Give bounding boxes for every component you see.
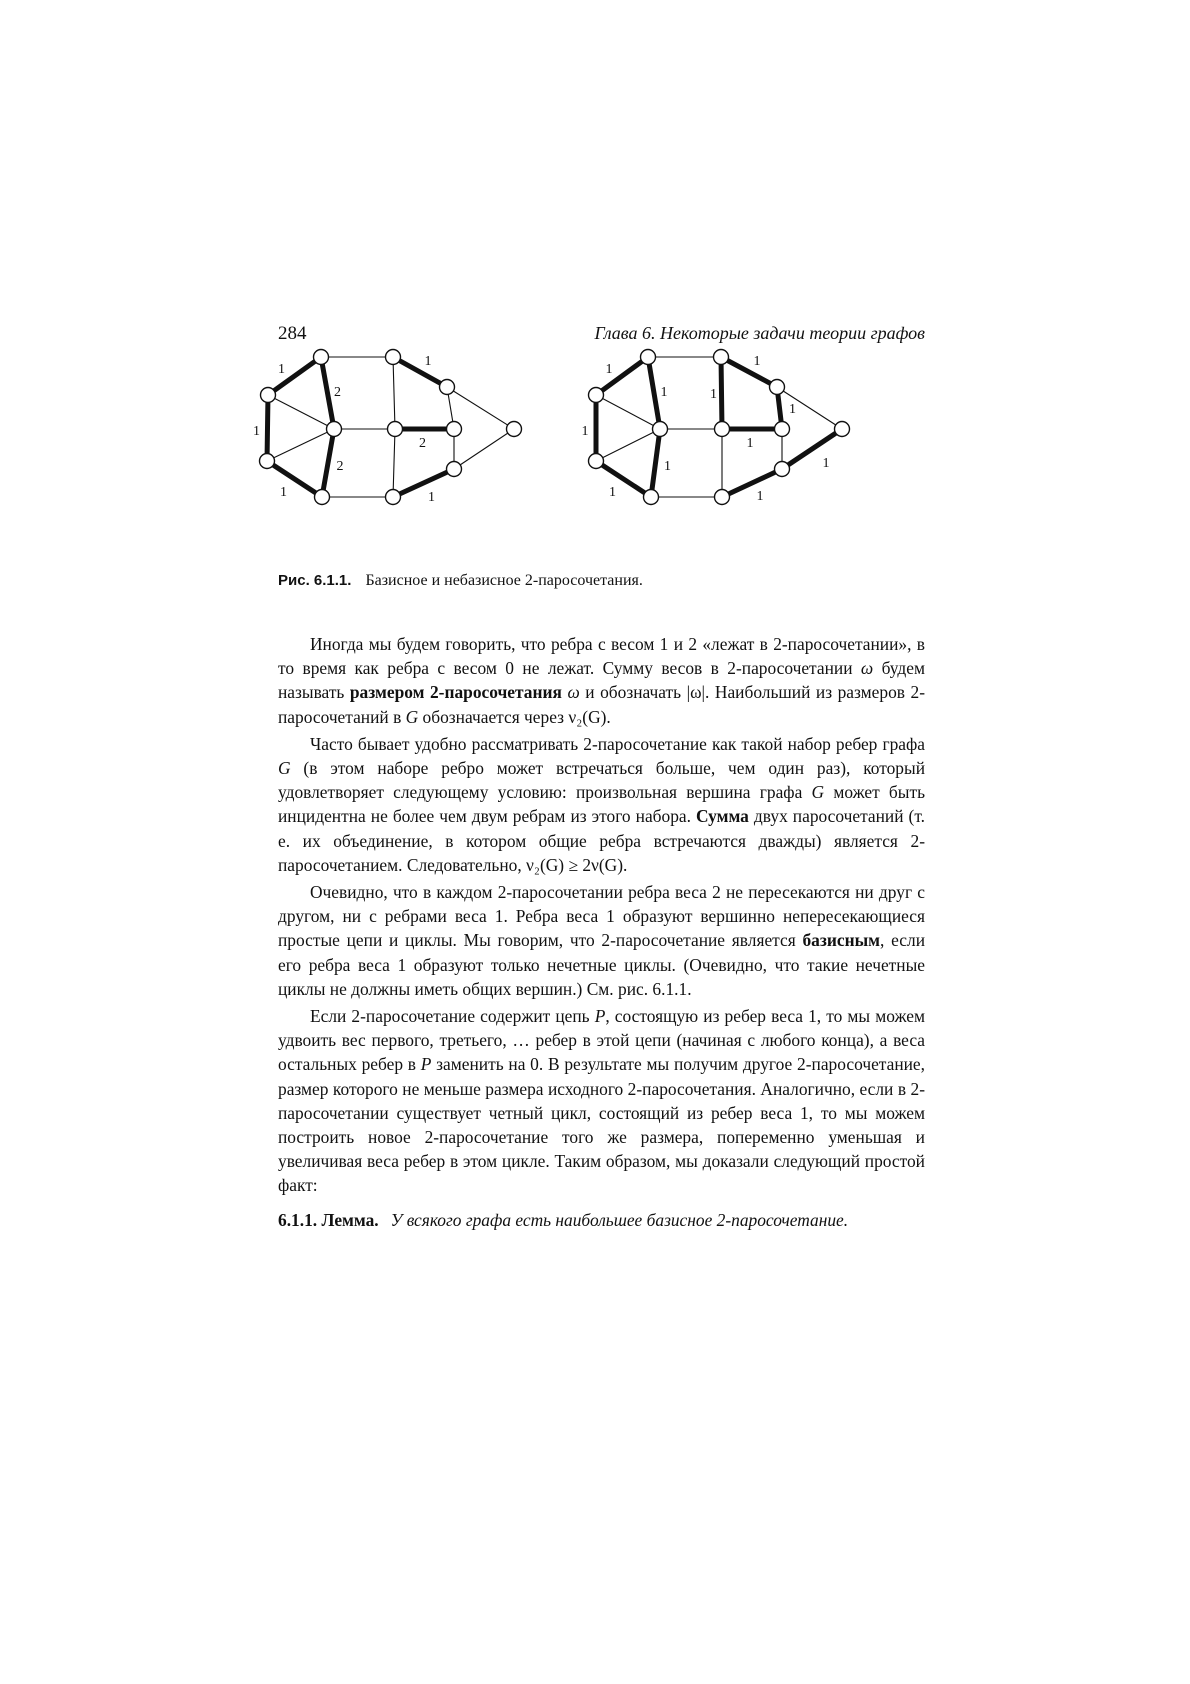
right-graph-vertex	[641, 350, 656, 365]
right-graph-weight-label: 1	[753, 354, 761, 369]
right-graph-vertex	[775, 462, 790, 477]
lemma	[278, 1208, 925, 1232]
right-graph-vertex	[644, 490, 659, 505]
text-run: может быть инцидентна не более чем двум ребрам из этого набора.	[278, 782, 925, 827]
right-graph-bold-edge	[721, 357, 777, 387]
left-graph-vertex	[388, 422, 403, 437]
right-graph-vertex	[770, 380, 785, 395]
left-graph-edge	[268, 395, 334, 429]
term-sum: Сумма	[696, 806, 749, 827]
text-run: , состоящую из ребер веса 1, то мы можем удвоить вес первого, третьего, … ребер в этой цепи (начиная с любого конца), а веса остальных ребер в	[278, 1006, 925, 1075]
right-graph-bold-edge	[648, 357, 660, 429]
left-graph-weight-label: 2	[334, 385, 341, 400]
lemma-statement: У всякого графа есть наибольшее базисное 2-паросочетание.	[390, 1209, 849, 1230]
right-graph-vertex	[589, 388, 604, 403]
left-graph-bold-edge	[321, 357, 334, 429]
lemma-title: 6.1.1. Лемма.	[278, 1209, 379, 1230]
term-basic: базисным	[802, 930, 881, 951]
left-graph-weight-label: 2	[336, 459, 344, 474]
left-graph-weight-label: 1	[428, 490, 435, 505]
left-graph-bold-edge	[322, 429, 334, 497]
left-graph-vertex	[447, 422, 462, 437]
right-graph-bold-edge	[722, 469, 782, 497]
right-graph-vertex	[653, 422, 668, 437]
left-graph-bold-edge	[267, 395, 268, 461]
right-graph-vertex	[775, 422, 790, 437]
text-run: , если его ребра веса 1 образуют только нечетные циклы. (Очевидно, что такие нечетные циклы не должны иметь общих вершин.) См. рис. 6.1.1.	[278, 930, 925, 999]
right-graph-edge	[596, 395, 660, 429]
text-run: и обозначать |ω|. Наибольший из размеров 2-паросочетаний в	[278, 682, 925, 727]
text-run: Часто бывает удобно рассматривать 2-паросочетание как такой набор ребер графа	[310, 733, 925, 754]
right-graph-weight-label: 1	[605, 362, 613, 377]
paragraph-3	[278, 880, 925, 1001]
left-graph-vertex	[440, 380, 455, 395]
right-graph-vertex	[715, 422, 730, 437]
math-p: P	[420, 1054, 432, 1075]
left-graph-vertex	[314, 350, 329, 365]
left-graph-vertex	[447, 462, 462, 477]
term-size: размером 2-паросочетания	[349, 682, 562, 703]
left-graph-vertex	[386, 350, 401, 365]
right-graph-bold-edge	[596, 461, 651, 497]
right-graph-edge	[596, 429, 660, 461]
math-p: P	[594, 1006, 606, 1027]
caption-text: Базисное и небазисное 2-паросочетания.	[365, 572, 643, 589]
math-g: G	[811, 782, 825, 803]
left-graph-weight-label: 2	[419, 436, 426, 451]
right-graph-bold-edge	[651, 429, 660, 497]
left-graph-vertex	[315, 490, 330, 505]
right-graph-bold-edge	[782, 429, 842, 469]
text-run: Иногда мы будем говорить, что ребра с весом 1 и 2 «лежат в 2-паросочетании», в то время как ребра с весом 0 не лежат. Сумму весов в 2-паросочетании	[278, 634, 925, 679]
right-graph-vertex	[714, 350, 729, 365]
right-graph-weight-label: 1	[789, 402, 796, 417]
right-graph-weight-label: 1	[660, 385, 668, 400]
math-omega: ω	[860, 658, 874, 679]
body-text	[278, 632, 925, 1235]
figure-caption	[278, 572, 643, 590]
right-graph-weight-label: 1	[756, 489, 764, 504]
text-run: заменить на 0. В результате мы получим другое 2-паросочетание, размер которого не меньше размера исходного 2-паросочетания. Аналогично, если в 2-паросочетании существует четный цикл, состоящий из ребер веса 1, то мы можем построить новое 2-паросочетание того же размера, попеременно уменьшая и увеличивая веса ребер в этом цикле. Таким образом, мы доказали следующий простой факт:	[278, 1054, 925, 1196]
left-graph	[253, 350, 522, 506]
right-graph-bold-edge	[596, 357, 648, 395]
left-graph-bold-edge	[393, 469, 454, 497]
right-graph-weight-label: 1	[664, 459, 671, 474]
right-graph-weight-label: 1	[710, 387, 717, 402]
math-g: G	[278, 758, 291, 779]
right-graph-weight-label: 1	[581, 424, 589, 439]
left-graph-weight-label: 1	[278, 362, 285, 377]
left-graph-edge	[393, 429, 395, 497]
left-graph-edge	[267, 429, 334, 461]
math-omega: ω	[567, 682, 580, 703]
text-run: обозначается через ν₂(G).	[418, 706, 611, 727]
page-number: 284	[278, 323, 307, 344]
math-g: G	[405, 706, 419, 727]
left-graph-vertex	[386, 490, 401, 505]
text-run: (в этом наборе ребро может встречаться больше, чем один раз), который удовлетворяет следующему условию: произвольная вершина графа	[278, 758, 925, 803]
paragraph-1	[278, 632, 925, 729]
left-graph-weight-label: 1	[424, 354, 432, 369]
left-graph-weight-label: 1	[253, 424, 260, 439]
left-graph-weight-label: 1	[280, 485, 287, 500]
right-graph-vertex	[589, 454, 604, 469]
graph-figure	[253, 354, 910, 548]
caption-label: Рис. 6.1.1.	[278, 572, 352, 589]
paragraph-4	[278, 1004, 925, 1198]
text-run: будем называть	[278, 658, 925, 703]
text-run: Если 2-паросочетание содержит цепь	[310, 1006, 595, 1027]
right-graph-bold-edge	[721, 357, 722, 429]
figure-6-1-1	[253, 354, 910, 548]
paragraph-2	[278, 732, 925, 877]
running-head: Глава 6. Некоторые задачи теории графов	[594, 323, 925, 343]
left-graph-edge	[454, 429, 514, 469]
left-graph-edge	[393, 357, 395, 429]
right-graph	[582, 350, 850, 505]
left-graph-vertex	[260, 454, 275, 469]
text-run: Очевидно, что в каждом 2-паросочетании ребра веса 2 не пересекаются ни друг с другом, ни с ребрами веса 1. Ребра веса 1 образуют вершинно непересекающиеся простые цепи и циклы. Мы говорим, что 2-паросочетание является	[278, 882, 925, 951]
right-graph-weight-label: 1	[746, 436, 754, 451]
left-graph-vertex	[261, 388, 276, 403]
left-graph-vertex	[327, 422, 342, 437]
right-graph-weight-label: 1	[609, 485, 616, 500]
right-graph-vertex	[715, 490, 730, 505]
left-graph-bold-edge	[268, 357, 321, 395]
left-graph-bold-edge	[393, 357, 447, 387]
right-graph-weight-label: 1	[822, 456, 830, 471]
left-graph-bold-edge	[267, 461, 322, 497]
left-graph-vertex	[507, 422, 522, 437]
right-graph-vertex	[835, 422, 850, 437]
text-run: двух паросочетаний (т. е. их объединение, в котором общие ребра встречаются дважды) является 2-паросочетанием. Следовательно, ν₂(G) ≥ 2ν(G).	[278, 806, 925, 875]
